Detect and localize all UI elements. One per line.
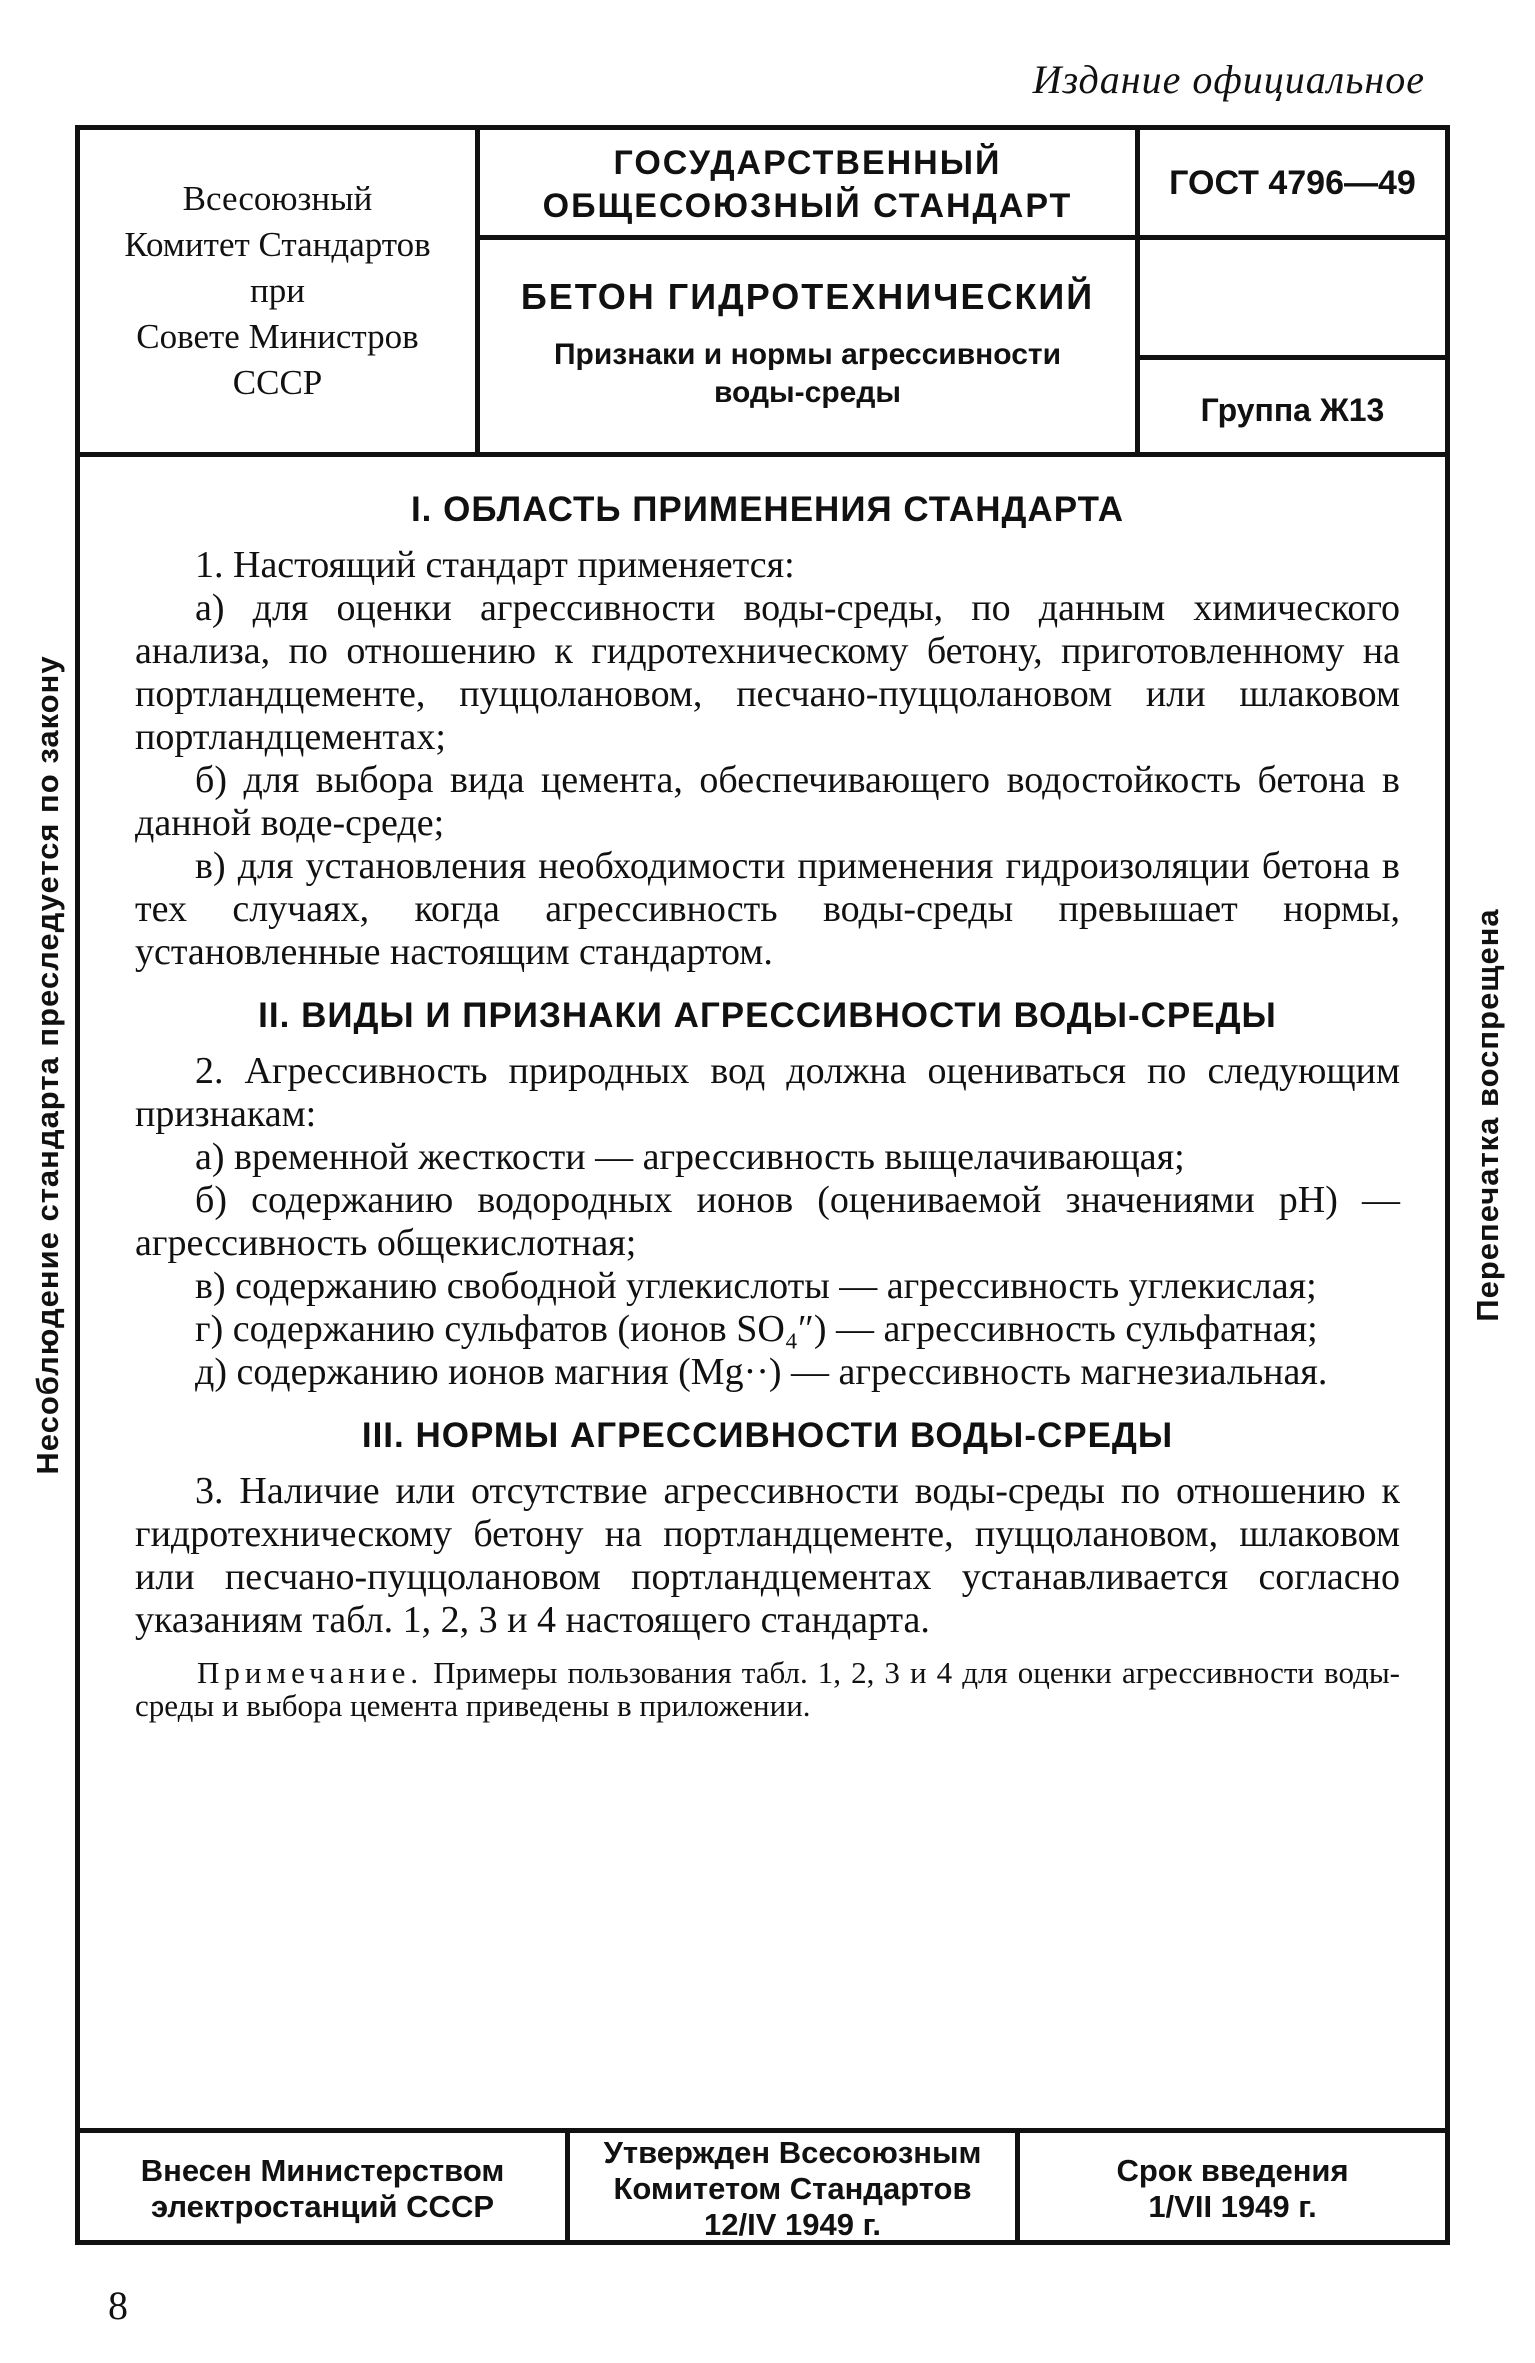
standard-subtitle-line: воды-среды [714, 376, 901, 409]
section-title: III. НОРМЫ АГРЕССИВНОСТИ ВОДЫ-СРЕДЫ [361, 1416, 1174, 1455]
empty-cell [1140, 240, 1445, 360]
footer-line: электростанций СССР [150, 2189, 495, 2224]
document-frame [75, 125, 1450, 2245]
reprint-prohibited-vertical: Перепечатка воспрещена [1470, 908, 1505, 1322]
note [135, 1656, 1400, 1722]
note-text: Примеры пользования табл. 1, 2, 3 и 4 для оценки агрессивности воды-среды и выбора цемента приведены в приложении. [135, 1655, 1401, 1723]
paragraph: г) содержанию сульфатов (ионов SO₄″) — агрессивность сульфатная; [195, 1308, 1318, 1350]
paragraph: д) содержанию ионов магния (Mg··) — агрессивность магнезиальная. [195, 1351, 1328, 1393]
paragraph: 1. Настоящий стандарт применяется: [195, 544, 795, 586]
footer-line: Срок введения [1116, 2153, 1349, 2188]
edition-label: Издание официальное [1032, 57, 1425, 102]
org-line: Комитет Стандартов [124, 225, 431, 264]
note-label: Примечание. [197, 1655, 424, 1690]
section-title: I. ОБЛАСТЬ ПРИМЕНЕНИЯ СТАНДАРТА [410, 490, 1125, 529]
paragraph: 3. Наличие или отсутствие агрессивности воды-среды по отношению к гидротехническому бетону на портландцементе, пуццолановом, шлаковом или песчано-пуццолановом портландцементах устанавливается согласно указаниям табл. 1, 2, 3 и 4 настоящего стандарта. [135, 1470, 1400, 1641]
standard-type [480, 130, 1140, 240]
standard-title-block [480, 240, 1140, 452]
standard-type-line: ГОСУДАРСТВЕННЫЙ [613, 144, 1002, 182]
standard-subtitle-line: Признаки и нормы агрессивности [553, 338, 1062, 371]
standard-type-line: ОБЩЕСОЮЗНЫЙ СТАНДАРТ [542, 187, 1073, 225]
legal-warning-vertical: Несоблюдение стандарта преследуется по закону [30, 655, 65, 1475]
paragraph: в) для установления необходимости применения гидроизоляции бетона в тех случаях, когда агрессивность воды-среды превышает нормы, установленные настоящим стандартом. [135, 845, 1400, 973]
footer-line: 12/IV 1949 г. [704, 2207, 881, 2242]
paragraph: а) для оценки агрессивности воды-среды, по данным химического анализа, по отношению к гидротехническому бетону, приготовленному на портландцементе, пуццолановом, песчано-пуццолановом или шлаковом портландцементах; [135, 587, 1400, 758]
standard-title: БЕТОН ГИДРОТЕХНИЧЕСКИЙ [520, 276, 1095, 317]
org-line: Совете Министров [136, 317, 419, 356]
footer-line: Утвержден Всесоюзным [603, 2135, 982, 2170]
paragraph: а) временной жесткости — агрессивность выщелачивающая; [195, 1136, 1185, 1178]
footer-line: 1/VII 1949 г. [1148, 2189, 1317, 2224]
document-body [135, 490, 1400, 1753]
paragraph: б) содержанию водородных ионов (оцениваемой значениями pH) — агрессивность общекислотная; [135, 1179, 1400, 1264]
standard-header [80, 130, 1445, 457]
footer-line: Комитетом Стандартов [613, 2171, 972, 2206]
group-code: Группа Ж13 [1200, 392, 1385, 428]
approved-by [570, 2133, 1020, 2245]
org-line: СССР [232, 363, 323, 402]
issuing-organization [80, 130, 480, 452]
org-line: Всесоюзный [182, 179, 373, 218]
section-title: II. ВИДЫ И ПРИЗНАКИ АГРЕССИВНОСТИ ВОДЫ-СРЕДЫ [258, 996, 1277, 1035]
page-number: 8 [108, 2283, 128, 2328]
effective-date [1020, 2133, 1445, 2245]
paragraph: в) содержанию свободной углекислоты — агрессивность углекислая; [195, 1265, 1317, 1307]
paragraph: б) для выбора вида цемента, обеспечивающего водостойкость бетона в данной воде-среде; [135, 759, 1400, 844]
org-line: при [250, 271, 305, 310]
gost-number: ГОСТ 4796—49 [1140, 130, 1445, 240]
footer-line: Внесен Министерством [140, 2153, 505, 2188]
paragraph: 2. Агрессивность природных вод должна оцениваться по следующим признакам: [135, 1050, 1400, 1135]
approval-footer [80, 2128, 1445, 2245]
introduced-by [80, 2133, 570, 2245]
